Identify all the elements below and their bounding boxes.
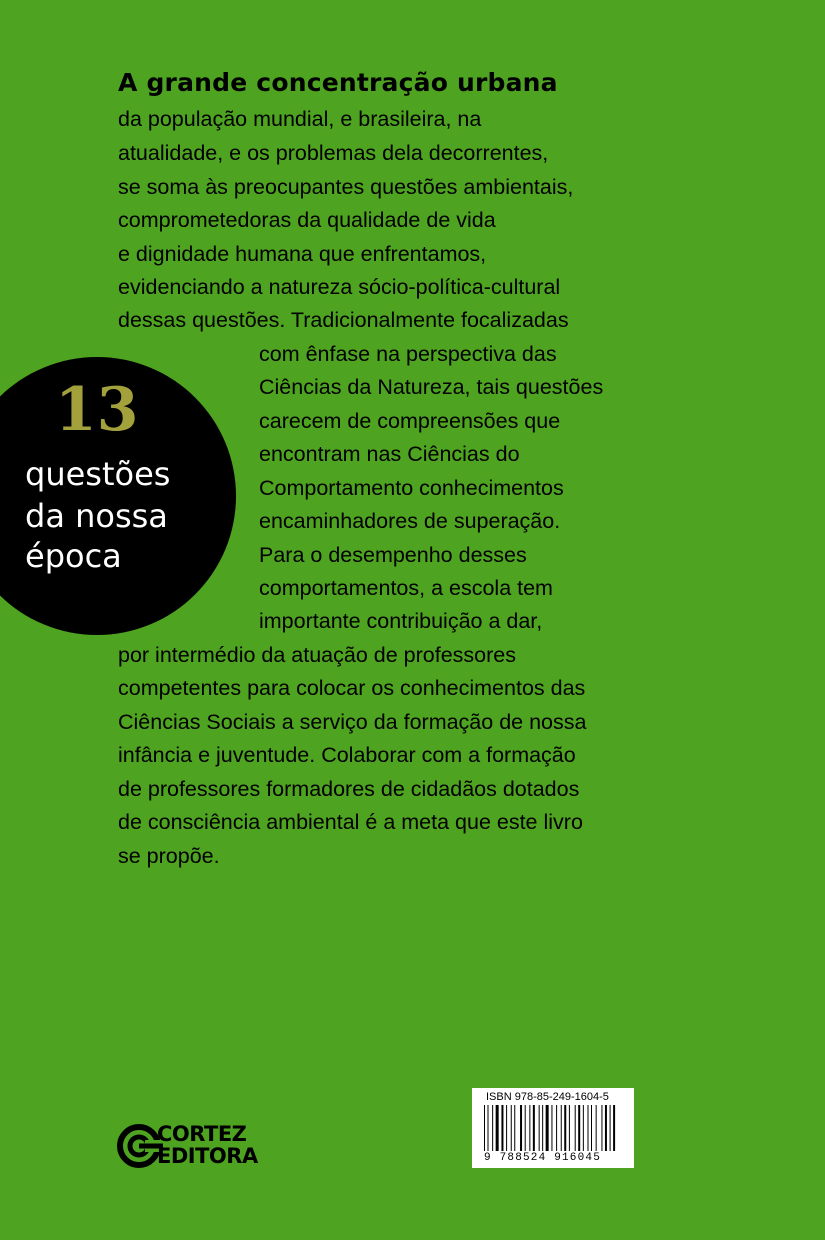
blurb-line: atualidade, e os problemas dela decorrentes, (118, 141, 549, 165)
blurb-line: comportamentos, a escola tem (259, 576, 553, 600)
series-title-line: época (25, 537, 122, 575)
series-title-line: da nossa (25, 497, 168, 535)
blurb-line: competentes para colocar os conhecimentos das (118, 676, 586, 700)
headline: A grande concentração urbana (118, 68, 558, 97)
publisher-name-line2: EDITORA (157, 1144, 258, 1168)
blurb-line: e dignidade humana que enfrentamos, (118, 242, 487, 266)
barcode-icon (484, 1105, 624, 1151)
blurb-line: da população mundial, e brasileira, na (118, 107, 482, 131)
blurb-line: encontram nas Ciências do (259, 442, 520, 466)
series-number: 13 (55, 375, 139, 445)
blurb-line: infância e juventude. Colaborar com a formação (118, 743, 576, 767)
blurb-line: encaminhadores de superação. (259, 509, 561, 533)
publisher-name-line1: CORTEZ (157, 1122, 247, 1146)
isbn-barcode-block (472, 1088, 634, 1168)
blurb-line: dessas questões. Tradicionalmente focalizadas (118, 308, 569, 332)
blurb-line: de consciência ambiental é a meta que este livro (118, 810, 583, 834)
blurb-line: com ênfase na perspectiva das (259, 342, 557, 366)
blurb-line: carecem de compreensões que (259, 409, 561, 433)
blurb-line: se propõe. (118, 844, 220, 868)
blurb-line: Ciências da Natureza, tais questões (259, 375, 604, 399)
publisher-logo (115, 1118, 275, 1174)
blurb-line: por intermédio da atuação de professores (118, 643, 516, 667)
blurb-line: evidenciando a natureza sócio-política-cultural (118, 275, 561, 299)
blurb-line: Comportamento conhecimentos (259, 476, 564, 500)
blurb-line: se soma às preocupantes questões ambientais, (118, 175, 574, 199)
series-title-line: questões (25, 455, 171, 493)
isbn-digits: 9 788524 916045 (484, 1152, 602, 1164)
isbn-label: ISBN 978-85-249-1604-5 (486, 1091, 609, 1103)
blurb-line: Para o desempenho desses (259, 543, 527, 567)
blurb-line: importante contribuição a dar, (259, 609, 543, 633)
blurb-line: Ciências Sociais a serviço da formação de nossa (118, 710, 587, 734)
blurb-line: de professores formadores de cidadãos dotados (118, 777, 580, 801)
blurb-line: comprometedoras da qualidade de vida (118, 208, 496, 232)
